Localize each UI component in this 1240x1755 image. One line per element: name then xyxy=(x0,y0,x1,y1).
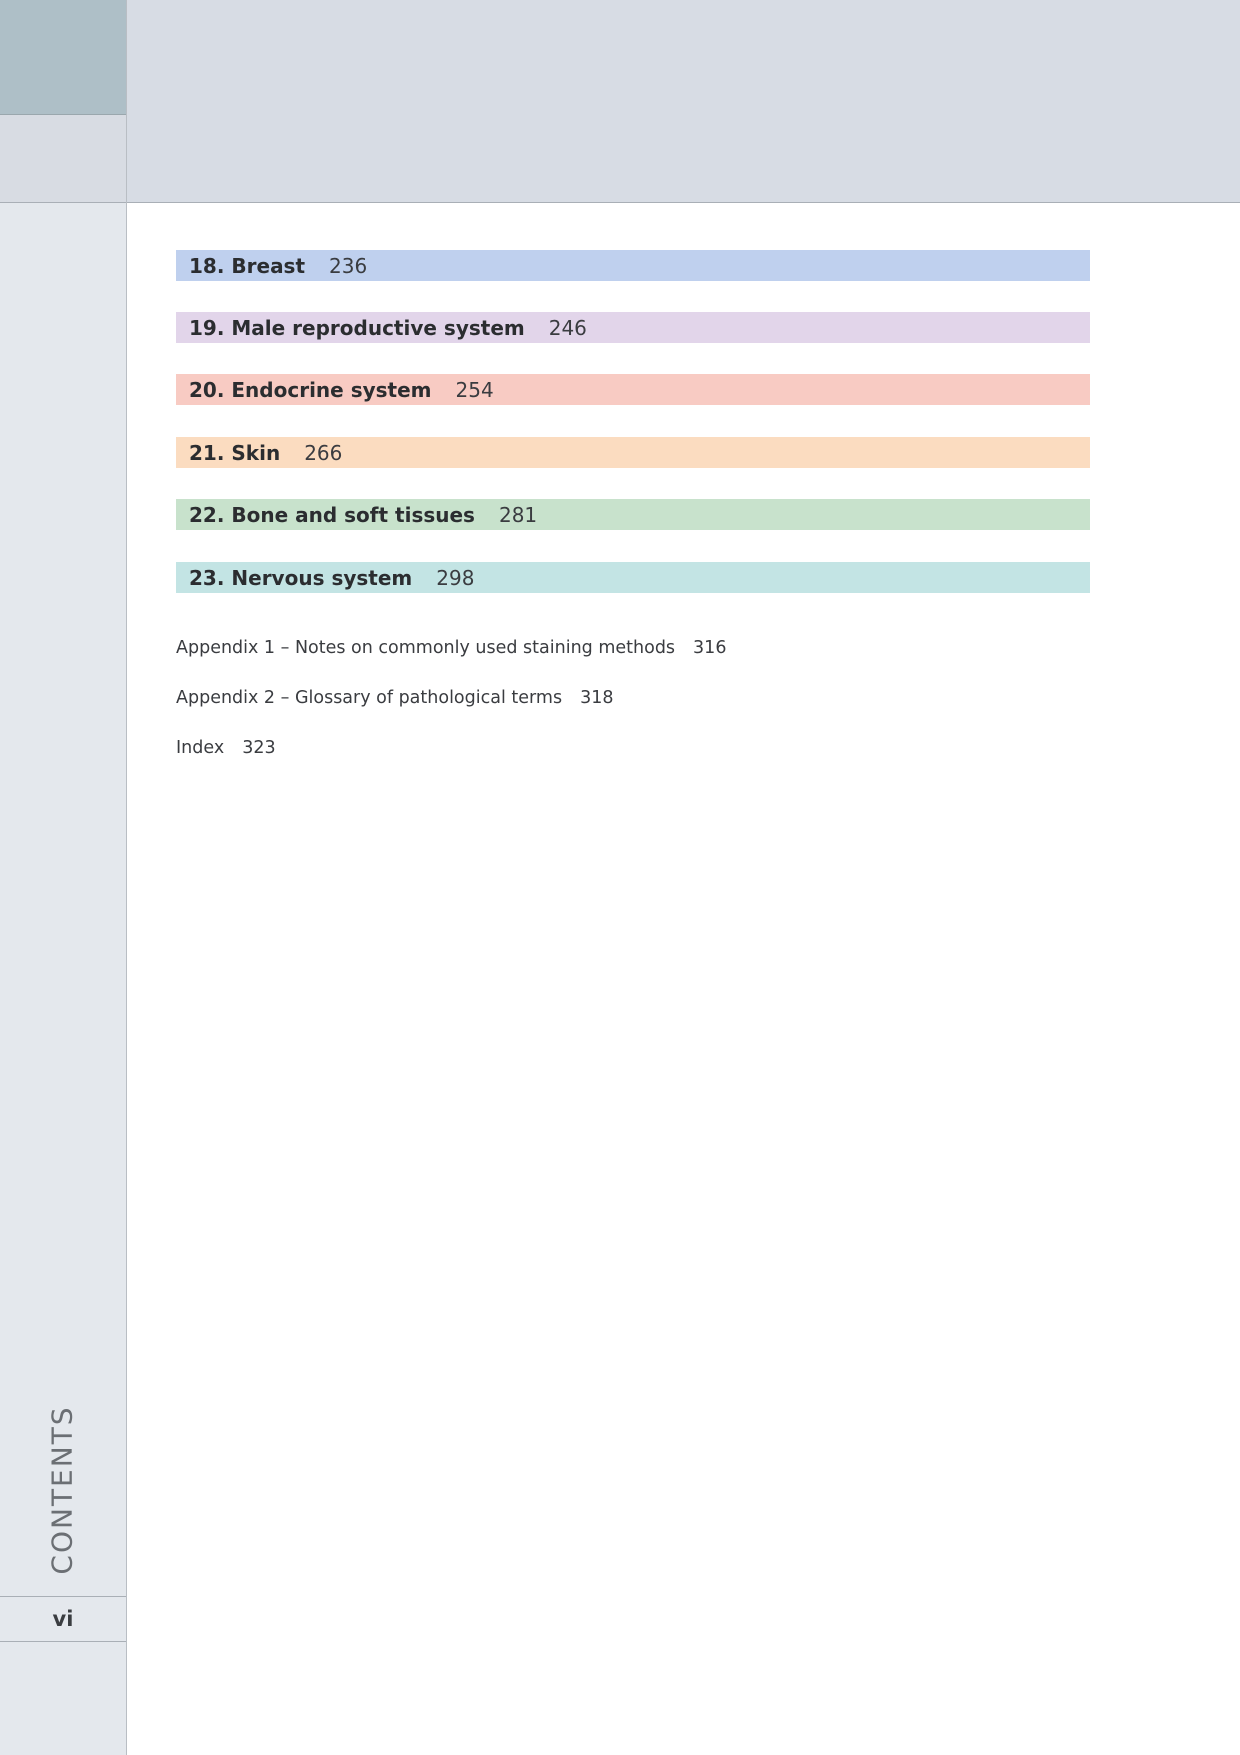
chapter-page-number: 298 xyxy=(436,565,475,590)
chapter-page-number: 281 xyxy=(498,502,538,527)
header-band xyxy=(127,0,1240,203)
chapter-entry-20[interactable] xyxy=(176,374,1090,405)
chapter-title: 18. Breast xyxy=(189,253,306,278)
chapter-page-number: 236 xyxy=(329,253,368,278)
appendix-entry-1[interactable] xyxy=(176,638,726,658)
index-entry[interactable] xyxy=(176,738,276,758)
chapter-entry-22[interactable] xyxy=(176,499,1090,530)
index-page-number: 323 xyxy=(242,738,276,758)
chapter-page-number: 246 xyxy=(548,315,587,340)
appendix-page-number: 316 xyxy=(693,638,727,658)
sidebar-header-block xyxy=(0,115,126,203)
chapter-entry-18[interactable] xyxy=(176,250,1090,281)
chapter-title: 22. Bone and soft tissues xyxy=(189,502,475,527)
appendix-entry-2[interactable] xyxy=(176,688,613,708)
chapter-page-number: 266 xyxy=(304,440,343,465)
sidebar-top-block xyxy=(0,0,126,115)
chapter-title: 20. Endocrine system xyxy=(189,377,432,402)
appendix-title: Appendix 1 – Notes on commonly used staining methods xyxy=(176,638,676,658)
chapter-entry-21[interactable] xyxy=(176,437,1090,468)
chapter-title: 19. Male reproductive system xyxy=(189,315,525,340)
page-number: vi xyxy=(52,1607,74,1631)
chapter-entry-23[interactable] xyxy=(176,562,1090,593)
page-number-box xyxy=(0,1596,126,1642)
chapter-page-number: 254 xyxy=(455,377,494,402)
index-title: Index xyxy=(176,738,225,758)
chapter-title: 21. Skin xyxy=(189,440,281,465)
chapter-title: 23. Nervous system xyxy=(189,565,413,590)
appendix-title: Appendix 2 – Glossary of pathological terms xyxy=(176,688,563,708)
sidebar xyxy=(0,0,127,1755)
appendix-page-number: 318 xyxy=(580,688,614,708)
chapter-entry-19[interactable] xyxy=(176,312,1090,343)
section-label: CONTENTS xyxy=(45,1405,79,1575)
